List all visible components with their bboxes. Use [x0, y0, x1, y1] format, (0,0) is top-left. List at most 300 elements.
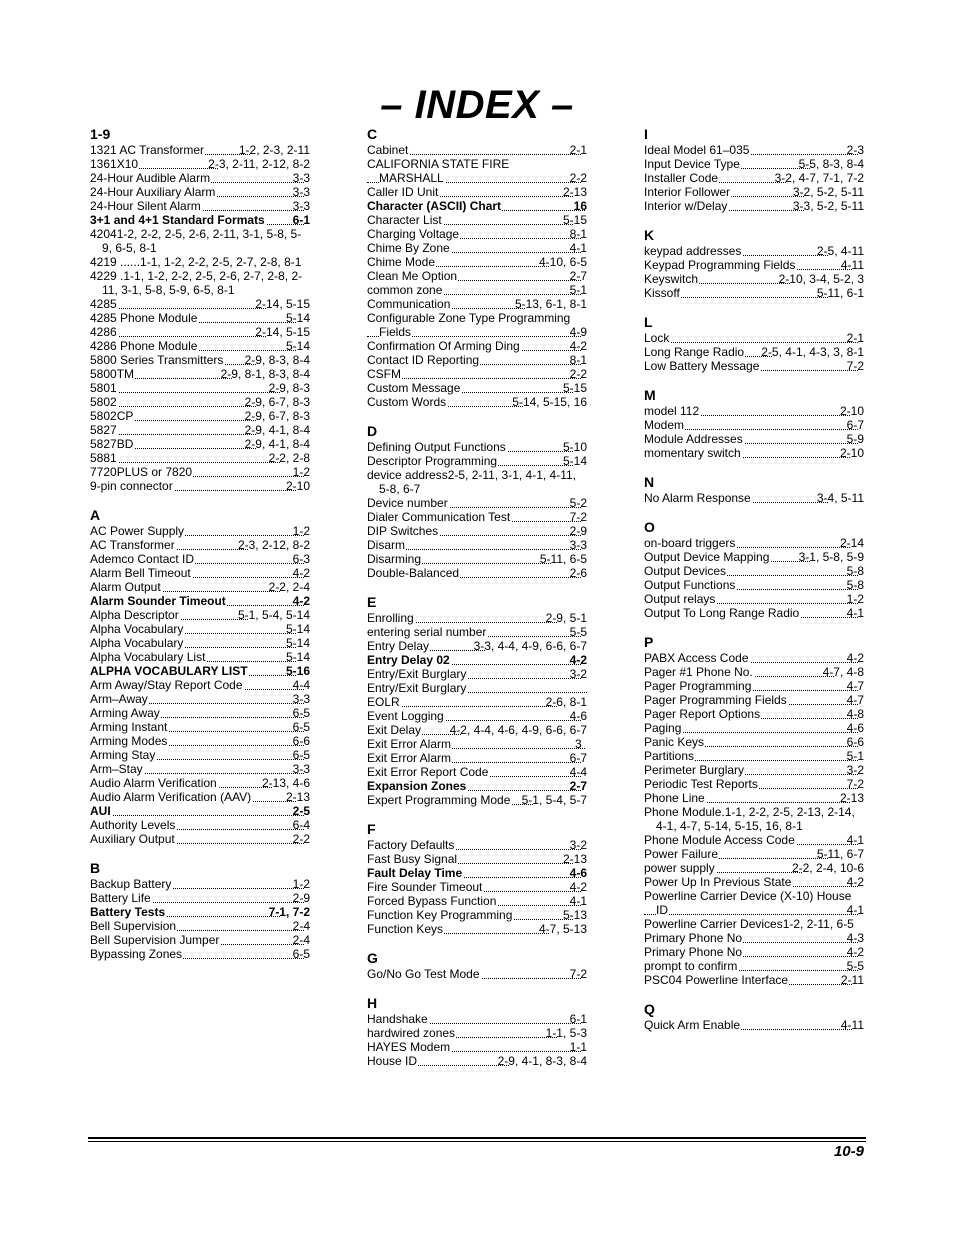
entry-pages: 6-5	[292, 706, 310, 720]
entry-term: ALPHA VOCABULARY LIST	[90, 664, 248, 678]
entry-pages: 2-4	[292, 919, 310, 933]
entry-term: Fault Delay Time	[367, 866, 463, 880]
index-entry	[644, 959, 864, 973]
entry-pages: 2-13	[285, 790, 310, 804]
entry-term: Fast Busy Signal	[367, 852, 458, 866]
index-entry	[90, 171, 310, 185]
index-entry	[367, 283, 587, 297]
entry-pages: 5-14	[285, 622, 310, 636]
index-entry	[90, 381, 310, 395]
entry-pages: 2-1	[569, 143, 587, 157]
index-section	[644, 386, 864, 460]
entry-pages: 2-2, 2-4	[268, 580, 310, 594]
index-section	[90, 125, 310, 493]
entry-pages: 5-8	[846, 564, 864, 578]
entry-pages: 2-2, 2-8	[268, 451, 310, 465]
entry-term: 5802CP	[90, 409, 134, 423]
entry-term: Arming Stay	[90, 748, 156, 762]
index-entry	[367, 143, 587, 157]
footer-rule-thin	[88, 1141, 866, 1142]
entry-term: Alarm Bell Timeout	[90, 566, 191, 580]
index-entry	[90, 594, 310, 608]
index-entry	[367, 838, 587, 852]
entry-term: Arm Away/Stay Report Code	[90, 678, 243, 692]
index-entry	[644, 199, 864, 213]
entry-pages: 6-6	[292, 734, 310, 748]
entry-term: 4286	[90, 325, 117, 339]
index-entry	[90, 538, 310, 552]
index-entry	[644, 875, 864, 889]
entry-term: 24-Hour Auxiliary Alarm	[90, 185, 216, 199]
entry-pages: 5-11, 6-1	[816, 286, 864, 300]
index-entry	[90, 933, 310, 947]
index-entry	[644, 272, 864, 286]
entry-term: CSFM	[367, 367, 401, 381]
entry-term: Alpha Vocabulary List	[90, 650, 206, 664]
index-entry	[367, 325, 587, 339]
entry-pages: 5-15	[562, 381, 587, 395]
entry-pages: 3-3	[292, 171, 310, 185]
entry-pages: 5-14	[562, 454, 587, 468]
entry-pages: 4-7	[846, 693, 864, 707]
entry-pages: 7-2	[846, 777, 864, 791]
section-letter: Q	[644, 1001, 655, 1017]
index-entry	[90, 692, 310, 706]
entry-pages: 7-2	[846, 359, 864, 373]
index-entry	[90, 423, 310, 437]
entry-term: 24-Hour Silent Alarm	[90, 199, 201, 213]
entry-term: Low Battery Message	[644, 359, 760, 373]
index-entry	[644, 345, 864, 359]
index-entry	[367, 538, 587, 552]
entry-pages: 3	[586, 737, 587, 751]
entry-pages: 4-11	[840, 258, 864, 272]
entry-pages: 2-5, 4-11	[816, 244, 864, 258]
index-entry	[367, 353, 587, 367]
entry-term: Dialer Communication Test	[367, 510, 511, 524]
entry-term: Bell Supervision Jumper	[90, 933, 220, 947]
index-entry	[644, 777, 864, 791]
entry-term: Fields	[379, 325, 412, 339]
section-letter: I	[644, 126, 648, 142]
entry-pages: 5-5	[569, 625, 587, 639]
index-entry	[644, 749, 864, 763]
entry-pages: 2-9, 4-1, 8-4	[244, 437, 310, 451]
entry-term: 24-Hour Audible Alarm	[90, 171, 211, 185]
index-entry	[367, 199, 587, 213]
entry-pages: 5-9	[846, 432, 864, 446]
entry-term: Battery Tests	[90, 905, 166, 919]
entry-pages: 2-10	[839, 404, 864, 418]
index-entry	[90, 790, 310, 804]
entry-text: 4219 ......1-1, 1-2, 2-2, 2-5, 2-7, 2-8, 8-1	[90, 255, 302, 269]
index-entry	[367, 967, 587, 981]
entry-term: DIP Switches	[367, 524, 439, 538]
entry-pages: 5-2	[569, 496, 587, 510]
entry-text: Powerline Carrier Devices1-2, 2-11, 6-5	[644, 917, 854, 931]
entry-term: 1361X10	[90, 157, 139, 171]
entry-pages: 1-1	[569, 1040, 587, 1054]
index-entry	[367, 566, 587, 580]
entry-term: Backup Battery	[90, 877, 172, 891]
entry-pages: 2-6	[569, 566, 587, 580]
index-entry	[90, 748, 310, 762]
entry-term: Power Up In Previous State	[644, 875, 792, 889]
entry-term: power supply	[644, 861, 715, 875]
entry-term: Handshake	[367, 1012, 428, 1026]
index-entry	[367, 737, 587, 751]
entry-term: 5827BD	[90, 437, 134, 451]
entry-term: Exit Error Alarm	[367, 751, 452, 765]
entry-term: Entry Delay 02	[367, 653, 450, 667]
entry-pages: 5-14	[285, 650, 310, 664]
index-entry	[367, 751, 587, 765]
entry-pages: 3-3	[292, 199, 310, 213]
index-entry	[644, 418, 864, 432]
index-entry	[644, 1018, 864, 1032]
entry-term: HAYES Modem	[367, 1040, 451, 1054]
entry-pages: 3-2, 5-2, 5-11	[792, 185, 864, 199]
entry-pages: 4-6	[569, 709, 587, 723]
entry-term: Ideal Model 61–035	[644, 143, 750, 157]
entry-pages: 6-6	[846, 735, 864, 749]
entry-pages: 16	[573, 199, 587, 213]
index-entry	[90, 255, 310, 269]
index-entry	[90, 832, 310, 846]
entry-pages: 4-1	[569, 894, 587, 908]
entry-pages: 2-2	[569, 171, 587, 185]
entry-term: Module Addresses	[644, 432, 743, 446]
entry-pages: 2-3, 2-11, 2-12, 8-2	[208, 157, 310, 171]
index-entry	[367, 171, 587, 185]
entry-pages: 1-2	[846, 592, 864, 606]
index-entry	[90, 678, 310, 692]
index-entry	[644, 171, 864, 185]
index-entry	[90, 227, 310, 255]
entry-pages: 5-1, 5-4, 5-7	[521, 793, 587, 807]
entry-pages: 2-9, 6-7, 8-3	[244, 409, 310, 423]
entry-pages: 4-2	[292, 594, 310, 608]
index-entry	[644, 903, 864, 917]
index-entry	[90, 552, 310, 566]
entry-pages: 4-2	[846, 875, 864, 889]
entry-pages: 2-14	[839, 536, 864, 550]
index-entry	[90, 311, 310, 325]
entry-term: hardwired zones	[367, 1026, 456, 1040]
index-entry	[90, 213, 310, 227]
entry-text: CALIFORNIA STATE FIRE	[367, 157, 510, 171]
index-entry	[367, 185, 587, 199]
entry-term: AUI	[90, 804, 111, 818]
entry-term: 5801	[90, 381, 117, 395]
entry-pages: 4-1	[846, 903, 864, 917]
section-letter: D	[367, 423, 378, 439]
index-entry	[367, 367, 587, 381]
entry-pages: 1-2	[292, 524, 310, 538]
index-entry	[367, 468, 587, 496]
entry-term: Long Range Radio	[644, 345, 745, 359]
entry-pages: 4-2	[569, 653, 587, 667]
entry-term: Quick Arm Enable	[644, 1018, 741, 1032]
entry-pages: 4-4	[569, 765, 587, 779]
entry-text: Configurable Zone Type Programming	[367, 311, 571, 325]
index-entry	[644, 331, 864, 345]
index-entry	[644, 286, 864, 300]
section-letter: N	[644, 474, 655, 490]
entry-term: entering serial number	[367, 625, 487, 639]
entry-term: 7720PLUS or 7820	[90, 465, 193, 479]
entry-pages: 5-1	[569, 283, 587, 297]
index-entry	[367, 695, 587, 709]
entry-term: PABX Access Code	[644, 651, 749, 665]
entry-term: Modem	[644, 418, 685, 432]
index-entry	[90, 524, 310, 538]
entry-pages: 7-2	[569, 967, 587, 981]
entry-pages: 4-6	[569, 866, 587, 880]
entry-pages: 3-1, 5-8, 5-9	[798, 550, 864, 564]
entry-term: Forced Bypass Function	[367, 894, 497, 908]
entry-pages: 6-7	[569, 751, 587, 765]
entry-pages: 4-2	[569, 339, 587, 353]
index-entry	[644, 945, 864, 959]
entry-pages: 4-7	[846, 679, 864, 693]
index-entry	[644, 805, 864, 833]
section-letter: P	[644, 634, 654, 650]
entry-pages: 6-1	[569, 1012, 587, 1026]
index-entry	[90, 891, 310, 905]
entry-term: Custom Words	[367, 395, 447, 409]
entry-term: Exit Error Alarm	[367, 737, 452, 751]
entry-term: Keyswitch	[644, 272, 699, 286]
index-entry	[644, 763, 864, 777]
entry-term: Interior Follower	[644, 185, 731, 199]
entry-pages: 3-3	[292, 762, 310, 776]
entry-pages: 4-3	[846, 931, 864, 945]
entry-pages: 3-2	[846, 763, 864, 777]
index-section	[367, 994, 587, 1068]
index-entry	[367, 709, 587, 723]
index-entry	[90, 804, 310, 818]
entry-term: Output To Long Range Radio	[644, 606, 800, 620]
index-section	[90, 506, 310, 846]
entry-pages: 2-9	[292, 891, 310, 905]
entry-pages: 2-2, 2-4, 10-6	[791, 861, 864, 875]
index-entry	[644, 491, 864, 505]
entry-term: Enrolling	[367, 611, 414, 625]
index-entry	[367, 922, 587, 936]
entry-term: Pager Report Options	[644, 707, 761, 721]
entry-term: 5802	[90, 395, 117, 409]
index-entry	[367, 157, 587, 171]
entry-pages: 4-1	[846, 606, 864, 620]
index-entry	[644, 143, 864, 157]
entry-pages: 2-11	[840, 973, 864, 987]
entry-term: Pager #1 Phone No.	[644, 665, 753, 679]
index-entry	[90, 353, 310, 367]
entry-term: Alpha Vocabulary	[90, 622, 184, 636]
section-letter: A	[90, 507, 101, 523]
index-entry	[367, 227, 587, 241]
entry-term: Expansion Zones	[367, 779, 467, 793]
index-entry	[367, 667, 587, 681]
entry-term: Periodic Test Reports	[644, 777, 758, 791]
entry-term: Defining Output Functions	[367, 440, 506, 454]
index-entry	[90, 608, 310, 622]
entry-pages: 8-1	[569, 227, 587, 241]
entry-term: Factory Defaults	[367, 838, 455, 852]
index-entry	[90, 566, 310, 580]
index-column-1	[90, 124, 310, 974]
index-entry	[367, 524, 587, 538]
entry-text: Phone Module.1-1, 2-2, 2-5, 2-13, 2-14, 4-1, 4-7, 5-14, 5-15, 16, 8-1	[644, 805, 855, 833]
entry-term: 1321 AC Transformer	[90, 143, 205, 157]
entry-text: 42041-2, 2-2, 2-5, 2-6, 2-11, 3-1, 5-8, 5-9, 6-5, 8-1	[90, 227, 302, 255]
index-entry	[644, 847, 864, 861]
entry-term: Fire Sounder Timeout	[367, 880, 483, 894]
entry-pages: 4-9	[569, 325, 587, 339]
entry-term: Keypad Programming Fields	[644, 258, 796, 272]
entry-pages: 2-2	[292, 832, 310, 846]
index-entry	[367, 639, 587, 653]
entry-term: Arming Modes	[90, 734, 168, 748]
entry-pages: 5-13, 6-1, 8-1	[514, 297, 587, 311]
entry-term: PSC04 Powerline Interface	[644, 973, 789, 987]
index-entry	[367, 255, 587, 269]
entry-term: 5800TM	[90, 367, 135, 381]
entry-pages: 2-9	[569, 524, 587, 538]
index-entry	[367, 653, 587, 667]
entry-pages: 3-2, 4-7, 7-1, 7-2	[774, 171, 864, 185]
entry-term: Primary Phone No	[644, 945, 743, 959]
entry-pages: 3-3	[292, 692, 310, 706]
entry-pages: 2-1	[846, 331, 864, 345]
section-letter: C	[367, 126, 378, 142]
index-entry	[644, 651, 864, 665]
index-entry	[90, 185, 310, 199]
entry-term: Exit Error Report Code	[367, 765, 489, 779]
entry-term: Input Device Type	[644, 157, 740, 171]
entry-term: Output Devices	[644, 564, 727, 578]
index-entry	[644, 185, 864, 199]
index-entry	[367, 625, 587, 639]
entry-pages: 6-7	[846, 418, 864, 432]
index-entry	[90, 664, 310, 678]
index-entry	[367, 1026, 587, 1040]
entry-term: common zone	[367, 283, 443, 297]
entry-term: Authority Levels	[90, 818, 176, 832]
index-entry	[644, 917, 864, 931]
entry-term: 5827	[90, 423, 117, 437]
entry-term: Arming Away	[90, 706, 160, 720]
entry-term: 9-pin connector	[90, 479, 173, 493]
index-entry	[90, 157, 310, 171]
section-letter: L	[644, 314, 653, 330]
entry-pages: 6-3	[292, 552, 310, 566]
entry-pages: 2-13, 4-6	[261, 776, 310, 790]
index-entry	[90, 269, 310, 297]
index-entry	[90, 622, 310, 636]
entry-term: Pager Programming	[644, 679, 752, 693]
entry-pages: 2-5	[292, 804, 310, 818]
index-entry	[644, 707, 864, 721]
entry-term: 5800 Series Transmitters	[90, 353, 224, 367]
entry-pages: 7-2	[569, 510, 587, 524]
entry-pages: 2-14, 5-15	[255, 297, 310, 311]
index-entry	[644, 446, 864, 460]
entry-term: Audio Alarm Verification	[90, 776, 217, 790]
entry-term: ID	[656, 903, 668, 917]
index-entry	[90, 437, 310, 451]
entry-pages: 2-13	[562, 852, 587, 866]
page-title: – INDEX –	[380, 83, 574, 127]
entry-pages: 2-4	[292, 933, 310, 947]
entry-pages: 5-1, 5-4, 5-14	[237, 608, 310, 622]
section-letter: M	[644, 387, 656, 403]
index-entry	[90, 395, 310, 409]
entry-term: Perimeter Burglary	[644, 763, 745, 777]
entry-term: Go/No Go Test Mode	[367, 967, 480, 981]
entry-term: Arm–Away	[90, 692, 148, 706]
entry-pages: 5-14	[285, 636, 310, 650]
index-entry	[90, 339, 310, 353]
entry-term: Caller ID Unit	[367, 185, 439, 199]
index-entry	[644, 564, 864, 578]
entry-pages: 2-10	[285, 479, 310, 493]
entry-pages: 1-1, 5-3	[545, 1026, 587, 1040]
section-letter: H	[367, 995, 378, 1011]
index-section	[367, 949, 587, 981]
entry-term: Entry Delay	[367, 639, 430, 653]
entry-pages: 5-14	[285, 311, 310, 325]
index-entry	[367, 496, 587, 510]
entry-term: 4285 Phone Module	[90, 311, 198, 325]
entry-term: Entry/Exit Burglary	[367, 667, 467, 681]
index-entry	[90, 199, 310, 213]
index-entry	[644, 973, 864, 987]
entry-term: Phone Line	[644, 791, 705, 805]
index-section	[367, 593, 587, 807]
entry-term: Device number	[367, 496, 448, 510]
entry-pages: 2-9, 6-7, 8-3	[244, 395, 310, 409]
index-entry	[367, 1054, 587, 1068]
index-column-2	[367, 124, 587, 1081]
entry-term: Battery Life	[90, 891, 151, 905]
entry-term: Ademco Contact ID	[90, 552, 195, 566]
entry-pages: 4-7, 5-13	[538, 922, 587, 936]
index-entry	[644, 861, 864, 875]
index-section	[644, 473, 864, 505]
entry-term: Bypassing Zones	[90, 947, 183, 961]
entry-term: 3+1 and 4+1 Standard Formats	[90, 213, 265, 227]
entry-term: Charging Voltage	[367, 227, 460, 241]
entry-text: 4229 .1-1, 1-2, 2-2, 2-5, 2-6, 2-7, 2-8, 2-11, 3-1, 5-8, 5-9, 6-5, 8-1	[90, 269, 303, 297]
entry-pages: 5-8	[846, 578, 864, 592]
entry-term: Double-Balanced	[367, 566, 460, 580]
entry-term: Output relays	[644, 592, 716, 606]
entry-pages: 8-1	[569, 353, 587, 367]
entry-term: Bell Supervision	[90, 919, 177, 933]
index-section	[644, 313, 864, 373]
entry-pages: 3-3, 4-4, 4-9, 6-6, 6-7	[473, 639, 587, 653]
entry-pages: 2-10, 3-4, 5-2, 3	[778, 272, 864, 286]
entry-term: Chime Mode	[367, 255, 436, 269]
entry-term: House ID	[367, 1054, 418, 1068]
entry-term: Primary Phone No	[644, 931, 743, 945]
footer-rule	[88, 1137, 866, 1139]
index-section	[644, 633, 864, 987]
entry-pages: 4-7, 4-8	[822, 665, 864, 679]
entry-term: Output Device Mapping	[644, 550, 770, 564]
